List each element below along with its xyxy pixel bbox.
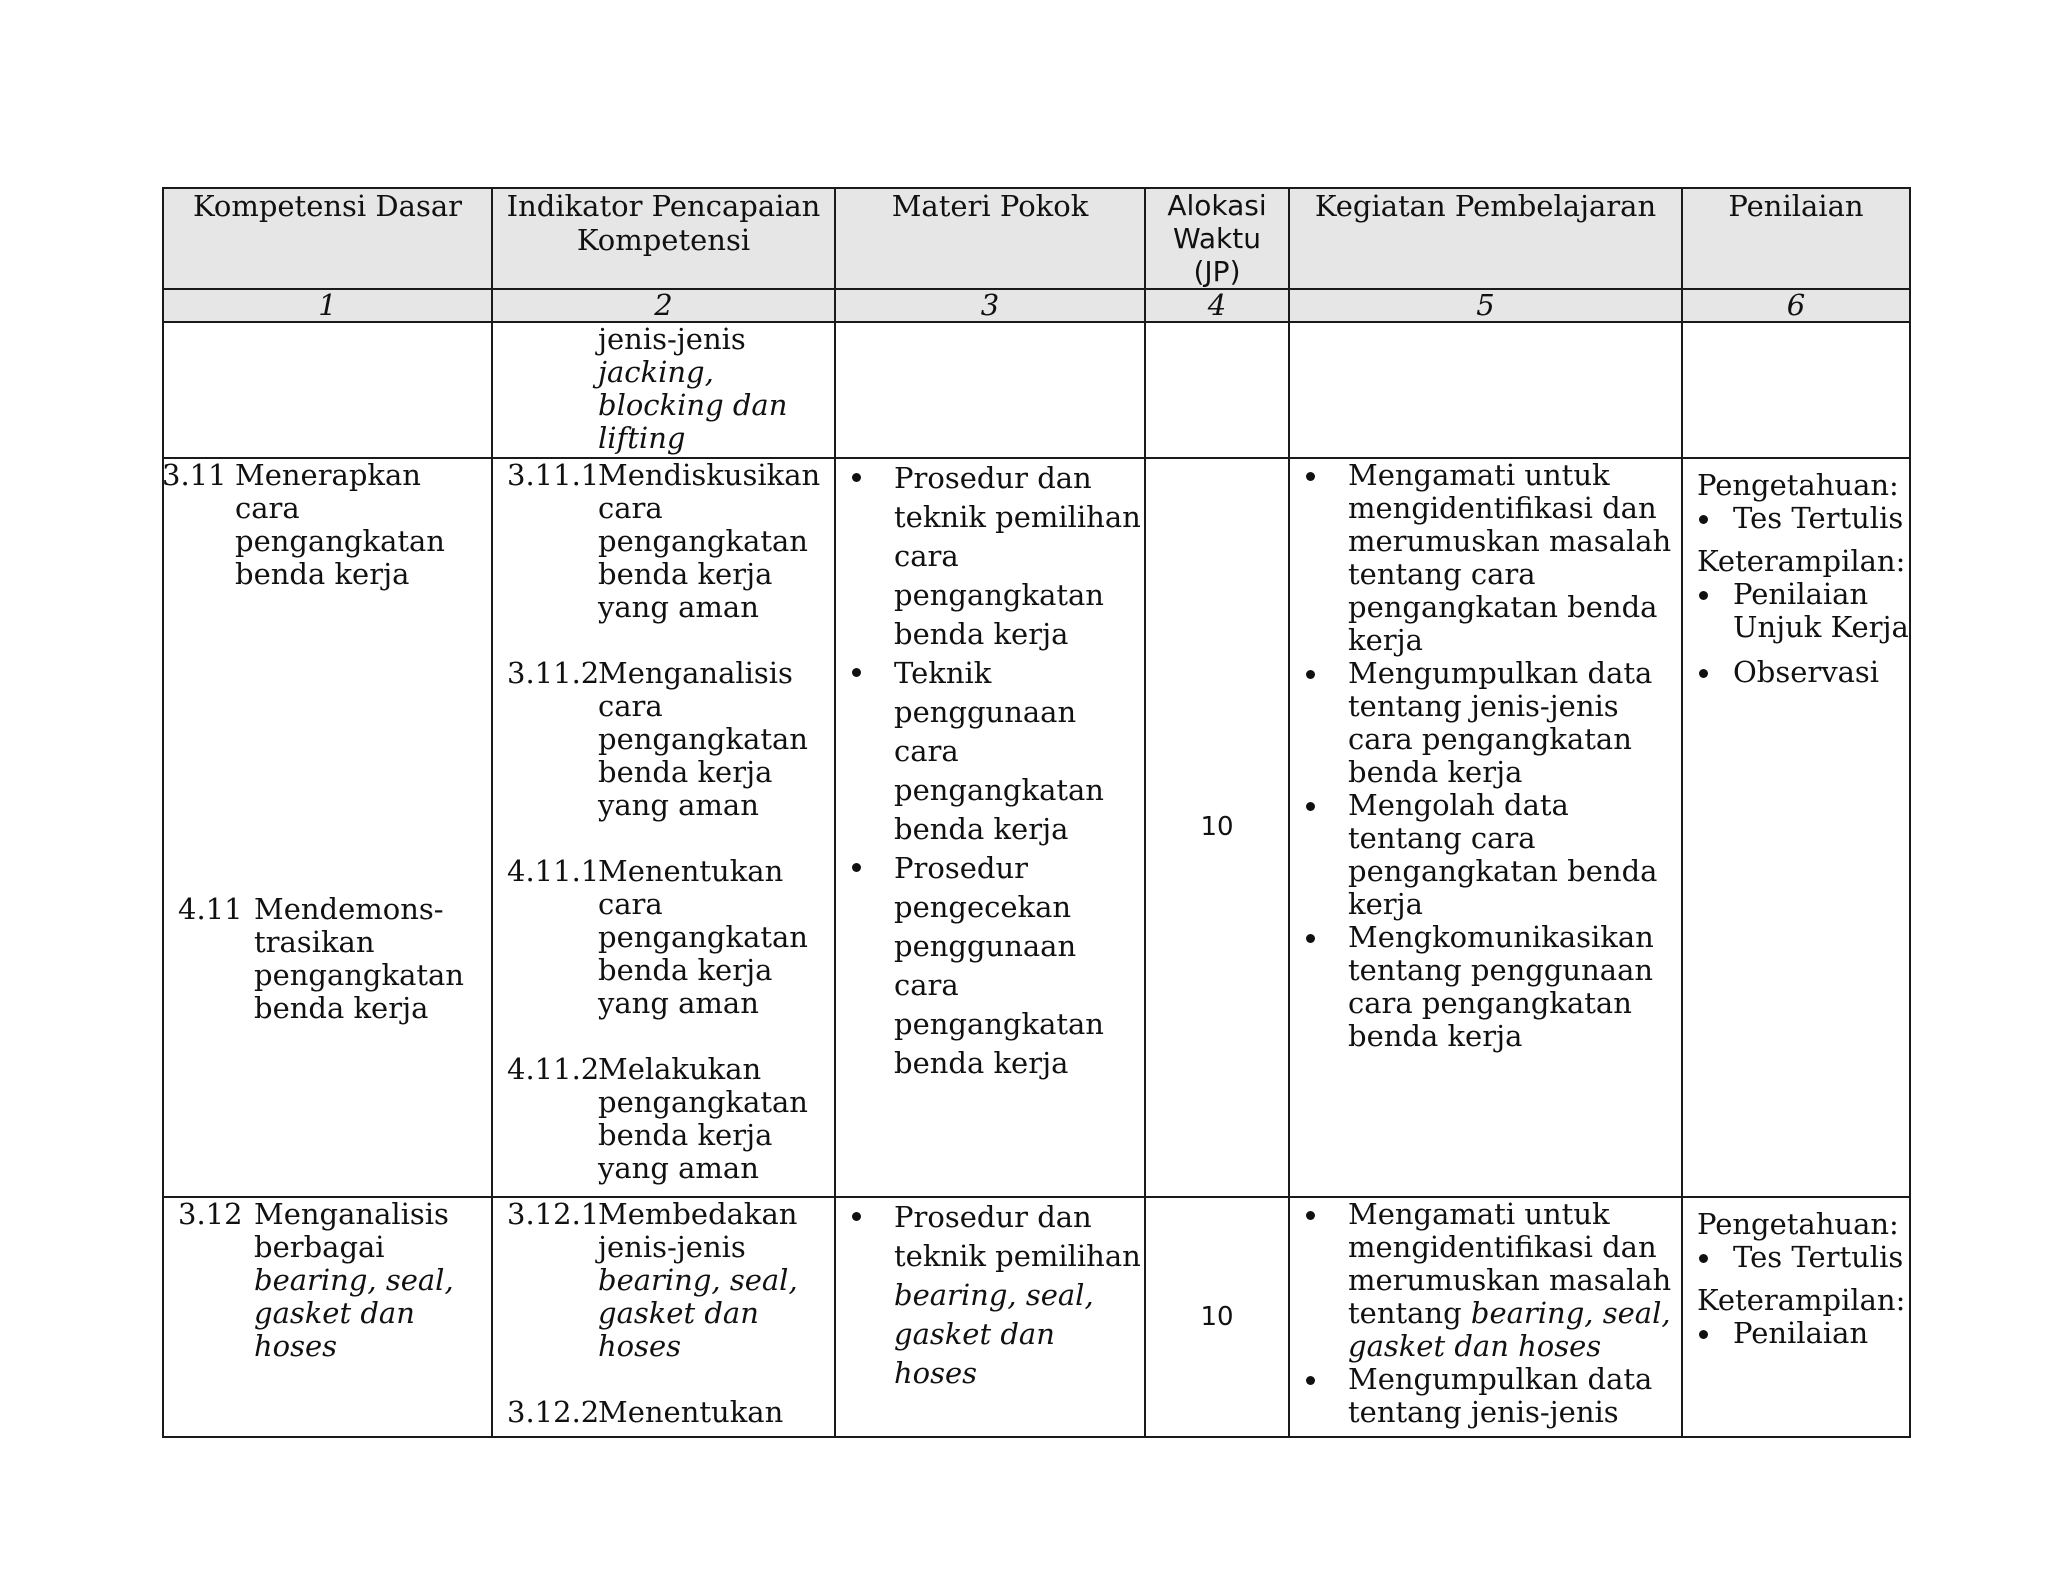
penilaian-text: Tes Tertulis: [1733, 501, 1904, 535]
silabus-table: [162, 187, 1911, 1438]
indikator-continued-text: blocking dan: [598, 388, 788, 422]
materi-item: [836, 459, 1144, 654]
bullet-icon: [1306, 1376, 1315, 1385]
kegiatan-text: Mengumpulkan data tentang jenis-jenis cara pengangkatan benda kerja: [1348, 656, 1653, 789]
bullet-icon: [1306, 472, 1315, 481]
kegiatan-list: [1290, 1198, 1681, 1429]
column-number-row: [163, 289, 1910, 322]
penilaian-item: [1697, 1241, 1909, 1274]
indikator-text-italic: bearing, seal, gasket dan hoses: [598, 1263, 798, 1363]
column-number: 6: [1682, 289, 1910, 322]
column-number: 4: [1145, 289, 1289, 322]
kegiatan-text: Mengamati untuk mengidentifikasi dan merumuskan masalah tentang: [1348, 1197, 1672, 1330]
header-indikator: Indikator Pencapaian Kompetensi: [492, 188, 835, 289]
bullet-icon: [1699, 591, 1708, 600]
indikator-text: Menganalisis cara pengangkatan benda kerja yang aman: [598, 656, 808, 822]
indikator-item: [493, 657, 834, 822]
materi-text-italic: bearing, seal, gasket dan hoses: [894, 1278, 1094, 1390]
penilaian-list: [1697, 1317, 1909, 1350]
kd-code: 4.11: [178, 892, 243, 926]
indikator-text: Membedakan jenis-jenis: [598, 1197, 798, 1264]
penilaian-list: [1697, 502, 1909, 535]
bullet-icon: [1306, 1211, 1315, 1220]
column-number: 3: [835, 289, 1145, 322]
kegiatan-text: Mengamati untuk mengidentifikasi dan merumuskan masalah tentang cara pengangkatan benda kerja: [1348, 458, 1672, 657]
column-number: 2: [492, 289, 835, 322]
indikator-text: Mendiskusikan cara pengangkatan benda kerja yang aman: [598, 458, 821, 624]
materi-item: [836, 654, 1144, 849]
penilaian-text: Penilaian Unjuk Kerja: [1733, 577, 1909, 644]
materi-text: Prosedur pengecekan penggunaan cara pengangkatan benda kerja: [894, 851, 1104, 1080]
column-number: 5: [1289, 289, 1682, 322]
kegiatan-text: Mengumpulkan data tentang jenis-jenis: [1348, 1362, 1653, 1429]
indikator-code: 3.12.2: [507, 1395, 600, 1429]
kd-code: 3.11: [162, 458, 227, 492]
bullet-icon: [852, 668, 861, 677]
materi-list: [836, 459, 1144, 1083]
penilaian-item: [1697, 656, 1909, 689]
alokasi-cell: 10: [1145, 458, 1289, 1197]
materi-text: Prosedur dan teknik pemilihan: [894, 1200, 1141, 1273]
penilaian-cell: [1682, 458, 1910, 1197]
indikator-continued-text: jenis-jenis: [598, 322, 746, 356]
alokasi-cell-empty: [1145, 322, 1289, 458]
indikator-item: [493, 1198, 834, 1363]
indikator-continued-text: jacking,: [598, 355, 714, 389]
kegiatan-item: [1290, 657, 1681, 789]
penilaian-text: Tes Tertulis: [1733, 1240, 1904, 1274]
bullet-icon: [1306, 802, 1315, 811]
bullet-icon: [1699, 1254, 1708, 1263]
header-kompetensi-dasar: Kompetensi Dasar: [163, 188, 492, 289]
indikator-cell: [492, 458, 835, 1197]
bullet-icon: [852, 473, 861, 482]
penilaian-label: Keterampilan:: [1697, 1283, 1906, 1317]
header-row: [163, 188, 1910, 289]
kegiatan-item: [1290, 1198, 1681, 1363]
bullet-icon: [852, 863, 861, 872]
kegiatan-item: [1290, 1363, 1681, 1429]
bullet-icon: [1699, 1330, 1708, 1339]
header-materi-pokok: Materi Pokok: [835, 188, 1145, 289]
penilaian-list: [1697, 578, 1909, 689]
indikator-item: [493, 1053, 834, 1185]
header-penilaian: Penilaian: [1682, 188, 1910, 289]
indikator-text: Menentukan: [598, 1395, 784, 1429]
header-kegiatan: Kegiatan Pembelajaran: [1289, 188, 1682, 289]
indikator-code: 3.11.1: [507, 458, 600, 492]
penilaian-item: [1697, 502, 1909, 535]
kd-item: [164, 893, 491, 1025]
kegiatan-cell: [1289, 1197, 1682, 1437]
indikator-text: Menentukan cara pengangkatan benda kerja yang aman: [598, 854, 808, 1020]
table-row-continued: [163, 322, 1910, 458]
materi-cell: [835, 1197, 1145, 1437]
penilaian-label: Pengetahuan:: [1697, 1207, 1899, 1241]
kegiatan-item: [1290, 921, 1681, 1053]
indikator-code: 4.11.2: [507, 1052, 600, 1086]
indikator-code: 3.12.1: [507, 1197, 600, 1231]
penilaian-cell-empty: [1682, 322, 1910, 458]
table-row-3-12: [163, 1197, 1910, 1437]
penilaian-block: [1683, 469, 1909, 689]
penilaian-item: [1697, 578, 1909, 644]
kegiatan-cell: [1289, 458, 1682, 1197]
bullet-icon: [1306, 670, 1315, 679]
penilaian-label: Keterampilan:: [1697, 544, 1906, 578]
kegiatan-text: Mengkomunikasikan tentang penggunaan cara pengangkatan benda kerja: [1348, 920, 1654, 1053]
materi-item: [836, 849, 1144, 1083]
kd-text-italic: bearing, seal, gasket dan hoses: [254, 1263, 454, 1363]
indikator-item: [493, 855, 834, 1020]
materi-text: Prosedur dan teknik pemilihan cara pengangkatan benda kerja: [894, 461, 1141, 651]
indikator-cell-continued: [492, 322, 835, 458]
bullet-icon: [1699, 515, 1708, 524]
kegiatan-text: Mengolah data tentang cara pengangkatan benda kerja: [1348, 788, 1658, 921]
indikator-cell: [492, 1197, 835, 1437]
indikator-code: 4.11.1: [507, 854, 600, 888]
kd-code: 3.12: [178, 1197, 243, 1231]
kegiatan-list: [1290, 459, 1681, 1053]
bullet-icon: [1699, 669, 1708, 678]
kegiatan-item: [1290, 789, 1681, 921]
bullet-icon: [852, 1212, 861, 1221]
indikator-continued-text: lifting: [598, 421, 686, 455]
materi-list: [836, 1198, 1144, 1393]
kd-text: Menganalisis berbagai: [254, 1197, 449, 1264]
kd-text: Menerapkan cara pengangkatan benda kerja: [235, 458, 445, 591]
materi-cell: [835, 458, 1145, 1197]
penilaian-list: [1697, 1241, 1909, 1274]
column-number: 1: [163, 289, 492, 322]
penilaian-label: Pengetahuan:: [1697, 468, 1899, 502]
indikator-item: [493, 459, 834, 624]
materi-text: Teknik penggunaan cara pengangkatan benda kerja: [894, 656, 1104, 846]
materi-item: [836, 1198, 1144, 1393]
kd-cell: [163, 1197, 492, 1437]
indikator-text: Melakukan pengangkatan benda kerja yang aman: [598, 1052, 808, 1185]
penilaian-block: [1683, 1208, 1909, 1350]
header-alokasi-waktu: Alokasi Waktu (JP): [1145, 188, 1289, 289]
table-row-3-11: [163, 458, 1910, 1197]
kegiatan-text-italic: bearing, seal, gasket dan hoses: [1348, 1296, 1671, 1363]
bullet-icon: [1306, 934, 1315, 943]
kegiatan-item: [1290, 459, 1681, 657]
indikator-item: [493, 1396, 834, 1429]
kegiatan-cell-empty: [1289, 322, 1682, 458]
materi-cell-empty: [835, 322, 1145, 458]
kd-cell: [163, 458, 492, 1197]
alokasi-cell: 10: [1145, 1197, 1289, 1437]
penilaian-cell: [1682, 1197, 1910, 1437]
penilaian-text: Penilaian: [1733, 1316, 1869, 1350]
kd-cell-empty: [163, 322, 492, 458]
kd-item: [164, 459, 491, 591]
indikator-code: 3.11.2: [507, 656, 600, 690]
penilaian-item: [1697, 1317, 1909, 1350]
kd-item: [164, 1198, 491, 1363]
penilaian-text: Observasi: [1733, 655, 1880, 689]
kd-text: Mendemons-trasikan pengangkatan benda kerja: [254, 892, 464, 1025]
